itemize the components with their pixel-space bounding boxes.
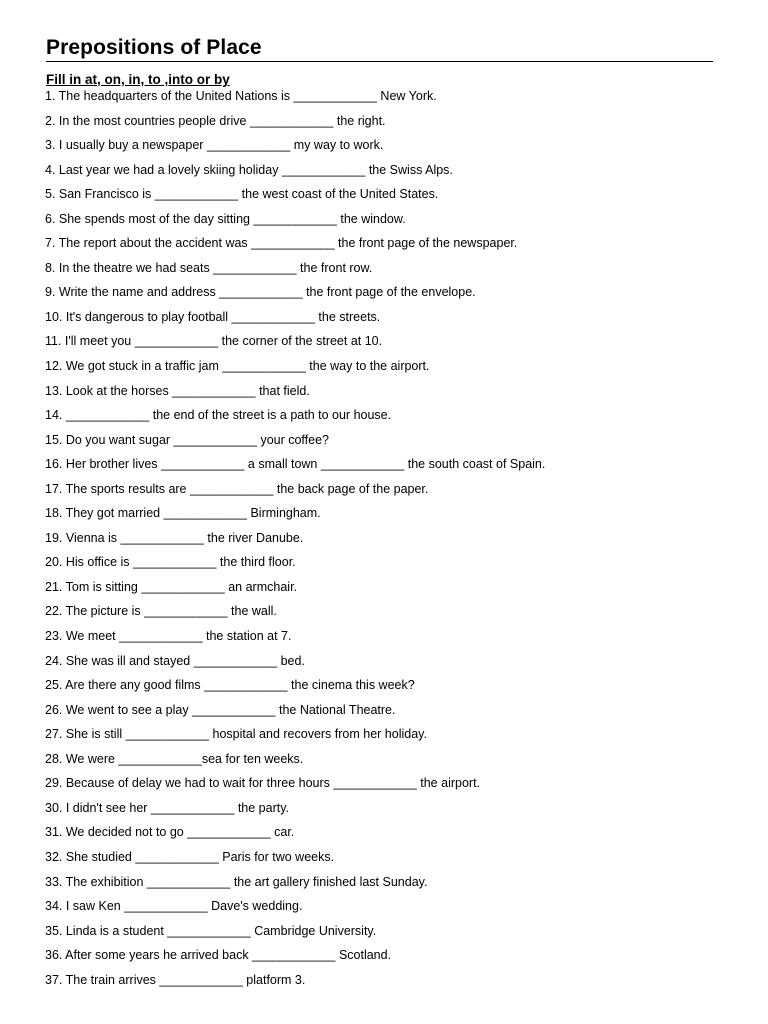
- question-text: 32. She studied ____________ Paris for two weeks.: [45, 849, 335, 864]
- question-item: [45, 874, 545, 899]
- question-text: 14. ____________ the end of the street is a path to our house.: [45, 408, 392, 423]
- question-item: [45, 702, 545, 727]
- title-divider: [46, 61, 713, 62]
- question-text: 30. I didn't see her ____________ the party.: [45, 800, 290, 815]
- question-text: 24. She was ill and stayed ____________ bed.: [45, 653, 305, 668]
- question-text: 33. The exhibition ____________ the art gallery finished last Sunday.: [45, 874, 428, 889]
- question-text: 5. San Francisco is ____________ the west coast of the United States.: [45, 187, 439, 202]
- question-item: [45, 923, 545, 948]
- question-item: [45, 775, 545, 800]
- question-text: 15. Do you want sugar ____________ your coffee?: [45, 432, 330, 447]
- question-item: [45, 260, 545, 285]
- question-text: 29. Because of delay we had to wait for three hours ____________ the airport.: [45, 776, 481, 791]
- question-text: 37. The train arrives ____________ platform 3.: [45, 972, 306, 987]
- question-item: [45, 284, 545, 309]
- question-text: 21. Tom is sitting ____________ an armchair.: [45, 579, 298, 594]
- question-item: [45, 751, 545, 776]
- question-item: [45, 726, 545, 751]
- question-text: 9. Write the name and address ____________ the front page of the envelope.: [45, 285, 476, 300]
- question-text: 31. We decided not to go ____________ car.: [45, 825, 295, 840]
- question-item: [45, 972, 545, 997]
- question-text: 17. The sports results are ____________ the back page of the paper.: [45, 481, 429, 496]
- question-text: 8. In the theatre we had seats ____________ the front row.: [45, 260, 373, 275]
- question-text: 13. Look at the horses ____________ that field.: [45, 383, 310, 398]
- question-text: 3. I usually buy a newspaper ____________ my way to work.: [45, 138, 384, 153]
- question-text: 20. His office is ____________ the third floor.: [45, 555, 296, 570]
- question-text: 12. We got stuck in a traffic jam ____________ the way to the airport.: [45, 359, 430, 374]
- question-text: 7. The report about the accident was ____________ the front page of the newspaper.: [45, 236, 518, 251]
- question-item: [45, 849, 545, 874]
- question-item: [45, 456, 545, 481]
- question-item: [45, 554, 545, 579]
- question-item: [45, 358, 545, 383]
- question-text: 36. After some years he arrived back ____________ Scotland.: [45, 948, 392, 963]
- question-text: 2. In the most countries people drive ____________ the right.: [45, 113, 386, 128]
- question-item: [45, 947, 545, 972]
- question-text: 18. They got married ____________ Birmingham.: [45, 506, 321, 521]
- question-item: [45, 653, 545, 678]
- question-text: 23. We meet ____________ the station at 7.: [45, 629, 292, 644]
- question-item: [45, 309, 545, 334]
- question-text: 11. I'll meet you ____________ the corner of the street at 10.: [45, 334, 383, 349]
- question-item: [45, 235, 545, 260]
- instruction-text: Fill in at, on, in, to ,into or by: [46, 72, 230, 87]
- question-text: 22. The picture is ____________ the wall.: [45, 604, 277, 619]
- question-item: [45, 898, 545, 923]
- question-text: 10. It's dangerous to play football ____________ the streets.: [45, 309, 381, 324]
- question-text: 34. I saw Ken ____________ Dave's wedding.: [45, 899, 303, 914]
- question-text: 26. We went to see a play ____________ the National Theatre.: [45, 702, 396, 717]
- question-item: [45, 481, 545, 506]
- question-item: [45, 211, 545, 236]
- question-item: [45, 800, 545, 825]
- question-list: [45, 88, 545, 996]
- question-item: [45, 530, 545, 555]
- question-item: [45, 505, 545, 530]
- question-item: [45, 88, 545, 113]
- question-item: [45, 137, 545, 162]
- question-item: [45, 162, 545, 187]
- question-text: 35. Linda is a student ____________ Cambridge University.: [45, 923, 377, 938]
- question-item: [45, 333, 545, 358]
- page-title: Prepositions of Place: [46, 36, 262, 59]
- question-text: 27. She is still ____________ hospital and recovers from her holiday.: [45, 727, 427, 742]
- question-text: 6. She spends most of the day sitting ____________ the window.: [45, 211, 406, 226]
- question-item: [45, 824, 545, 849]
- question-text: 19. Vienna is ____________ the river Danube.: [45, 530, 304, 545]
- question-item: [45, 603, 545, 628]
- question-item: [45, 677, 545, 702]
- question-text: 16. Her brother lives ____________ a small town ____________ the south coast of Spain.: [45, 457, 546, 472]
- question-text: 1. The headquarters of the United Nations is ____________ New York.: [45, 89, 437, 103]
- question-item: [45, 383, 545, 408]
- question-item: [45, 432, 545, 457]
- question-text: 28. We were ____________sea for ten weeks.: [45, 751, 304, 766]
- question-text: 4. Last year we had a lovely skiing holiday ____________ the Swiss Alps.: [45, 162, 453, 177]
- question-item: [45, 186, 545, 211]
- question-text: 25. Are there any good films ____________ the cinema this week?: [45, 678, 415, 693]
- question-item: [45, 113, 545, 138]
- question-item: [45, 407, 545, 432]
- question-item: [45, 579, 545, 604]
- question-item: [45, 628, 545, 653]
